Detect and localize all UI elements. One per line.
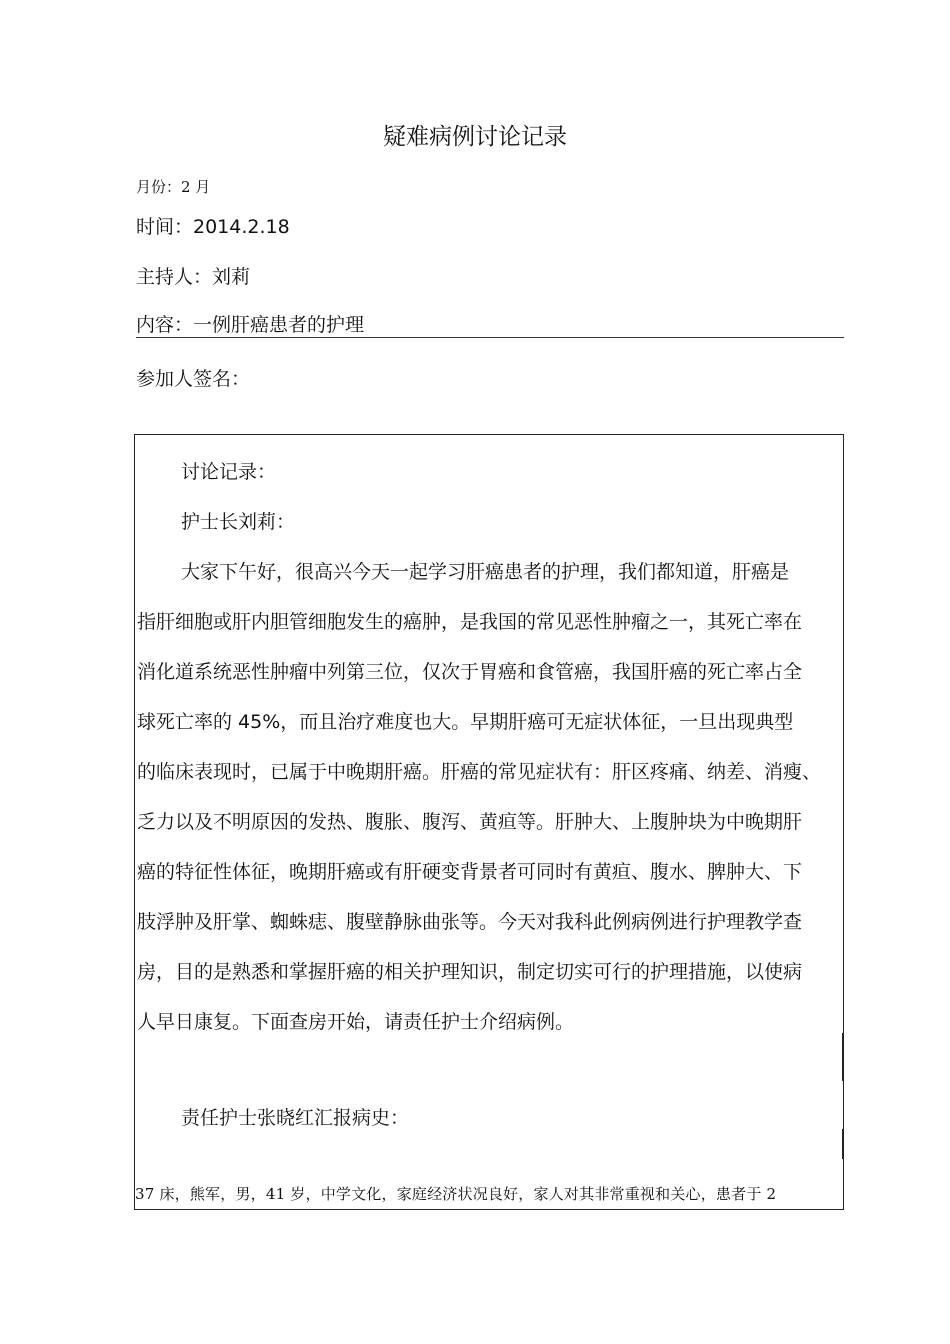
record-line: 癌的特征性体征，晚期肝癌或有肝硬变背景者可同时有黄疸、腹水、脾肿大、下 [137, 861, 803, 883]
speaker-label: 护士长刘莉： [181, 511, 296, 533]
record-line: 指肝细胞或肝内胆管细胞发生的癌肿，是我国的常见恶性肿瘤之一，其死亡率在 [137, 611, 803, 633]
record-line: 的临床表现时，已属于中晚期肝癌。肝癌的常见症状有：肝区疼痛、纳差、消瘦、 [137, 761, 822, 783]
time-field: 时间：2014.2.18 [136, 216, 290, 238]
month-field: 月份：2 月 [136, 178, 211, 196]
record-line: 人早日康复。下面查房开始，请责任护士介绍病例。 [137, 1011, 575, 1033]
report-heading: 责任护士张晓红汇报病史： [181, 1107, 410, 1129]
content-field: 内容：一例肝癌患者的护理 [136, 313, 844, 338]
record-line: 球死亡率的 45%，而且治疗难度也大。早期肝癌可无症状体征，一旦出现典型 [137, 711, 794, 733]
record-heading: 讨论记录： [181, 461, 277, 483]
table-border-segment [842, 1129, 844, 1159]
host-field: 主持人：刘莉 [136, 266, 251, 288]
participants-field: 参加人签名： [136, 368, 251, 390]
record-line: 大家下午好，很高兴今天一起学习肝癌患者的护理，我们都知道，肝癌是 [181, 561, 790, 583]
discussion-record-box [134, 434, 844, 1210]
record-line: 消化道系统恶性肿瘤中列第三位，仅次于胃癌和食管癌，我国肝癌的死亡率占全 [137, 661, 803, 683]
record-line: 乏力以及不明原因的发热、腹胀、腹泻、黄疸等。肝肿大、上腹肿块为中晚期肝 [137, 811, 803, 833]
record-line: 房，目的是熟悉和掌握肝癌的相关护理知识，制定切实可行的护理措施，以使病 [137, 961, 803, 983]
table-border-segment [842, 1033, 844, 1081]
document-title: 疑难病例讨论记录 [383, 124, 567, 150]
case-line: 37 床，熊军，男，41 岁，中学文化，家庭经济状况良好，家人对其非常重视和关心，患者于 2 [135, 1185, 777, 1203]
record-line: 肢浮肿及肝掌、蜘蛛痣、腹壁静脉曲张等。今天对我科此例病例进行护理教学查 [137, 911, 803, 933]
